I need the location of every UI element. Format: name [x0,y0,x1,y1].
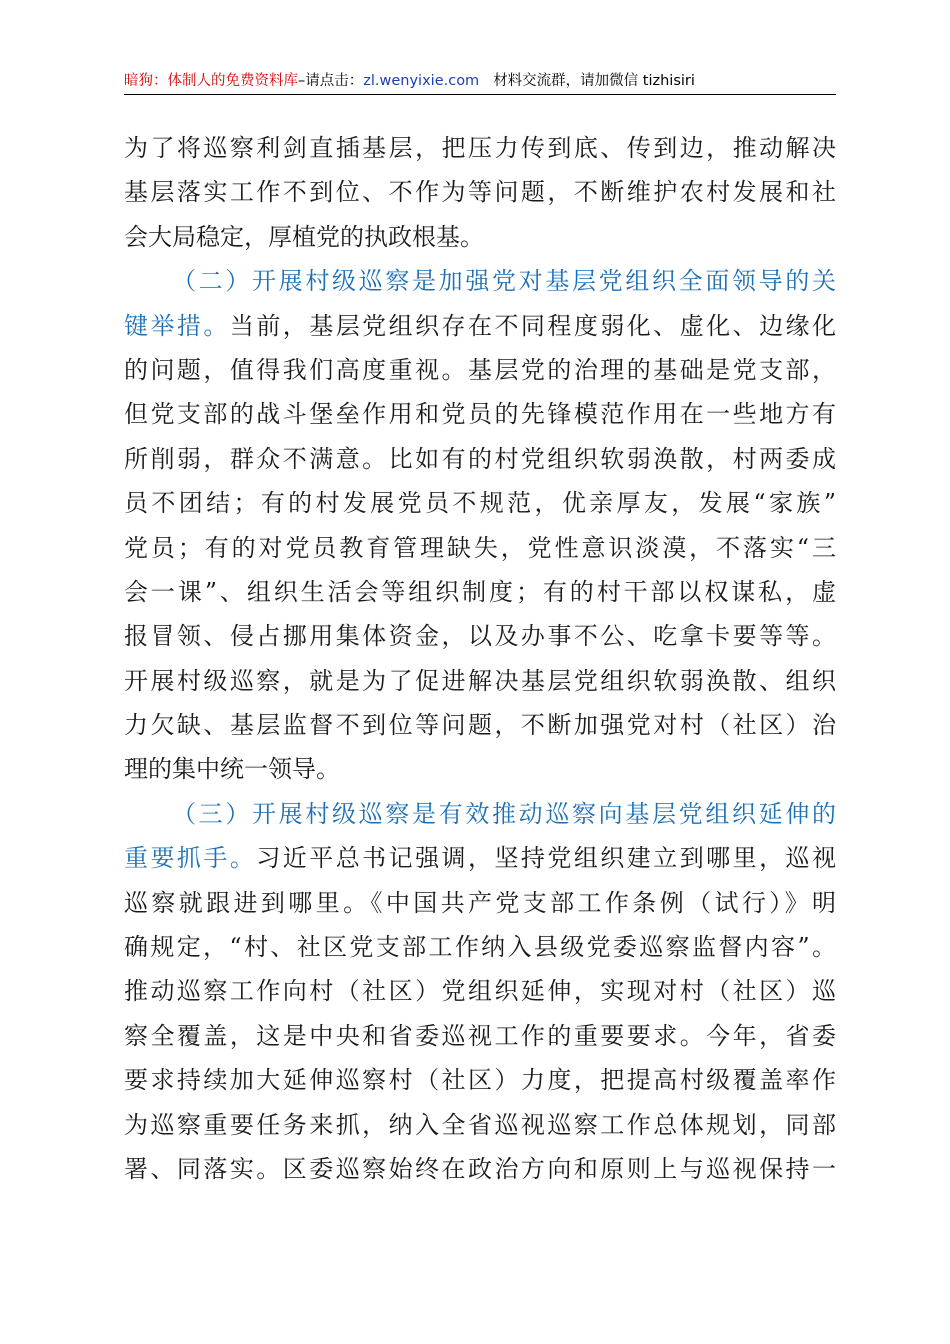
line-text: 推动巡察工作向村（社区）党组织延伸，实现对村（社区）巡 [124,977,836,1006]
text-line [124,1103,836,1147]
section-heading-2 [124,259,836,303]
text-line [124,526,836,570]
header-wechat-note: 材料交流群，请加微信 tizhisiri [493,73,695,89]
page-header [124,70,836,92]
line-text: 确规定，“村、社区党支部工作纳入县级党委巡察监督内容”。 [124,933,836,962]
line-text: 党员；有的对党员教育管理缺失，党性意识淡漠，不落实“三 [124,533,836,562]
line-text: 巡察就跟进到哪里。《中国共产党支部工作条例（试行）》明 [124,888,836,917]
text-line [124,570,836,614]
text-line [124,304,836,348]
line-text: 但党支部的战斗堡垒作用和党员的先锋模范作用在一些地方有 [124,400,836,429]
text-line [124,747,836,791]
line-text: 为了将巡察利剑直插基层，把压力传到底、传到边，推动解决 [124,134,836,162]
line-text: 所削弱，群众不满意。比如有的村党组织软弱涣散，村两委成 [124,444,836,473]
line-text: 会大局稳定，厚植党的执政根基。 [124,222,484,251]
text-line [124,614,836,658]
text-line [124,392,836,436]
text-line [124,437,836,481]
text-line [124,836,836,880]
line-text: 习近平总书记强调，坚持党组织建立到哪里，巡视 [256,844,837,873]
line-text: 基层落实工作不到位、不作为等问题，不断维护农村发展和社 [124,178,836,207]
line-text: 为巡察重要任务来抓，纳入全省巡视巡察工作总体规划，同部 [124,1110,836,1139]
heading-text: （二）开展村级巡察是加强党对基层党组织全面领导的关 [172,267,836,296]
text-line [124,969,836,1013]
line-text: 察全覆盖，这是中央和省委巡视工作的重要要求。今年，省委 [124,1021,836,1050]
line-text: 员不团结；有的村发展党员不规范，优亲厚友，发展“家族” [124,489,836,518]
text-line [124,1058,836,1102]
line-text: 的问题，值得我们高度重视。基层党的治理的基础是党支部， [124,355,836,384]
heading-text: 键举措。 [124,311,230,340]
line-text: 会一课”、组织生活会等组织制度；有的村干部以权谋私，虚 [124,577,836,606]
text-line [124,126,836,170]
line-text: 要求持续加大延伸巡察村（社区）力度，把提高村级覆盖率作 [124,1066,836,1095]
text-line [124,348,836,392]
text-line [124,925,836,969]
line-text: 署、同落实。区委巡察始终在政治方向和原则上与巡视保持一 [124,1154,836,1183]
document-body [124,126,836,1191]
text-line [124,1014,836,1058]
heading-text: （三）开展村级巡察是有效推动巡察向基层党组织延伸的 [172,799,836,828]
text-line [124,703,836,747]
header-click-prompt: –请点击： [298,73,364,89]
header-brand: 暗狗：体制人的免费资料库 [124,73,298,89]
header-link[interactable]: zl.wenyixie.com [363,73,480,89]
line-text: 当前，基层党组织存在不同程度弱化、虚化、边缘化 [229,311,837,340]
line-text: 理的集中统一领导。 [124,755,340,784]
header-divider [124,94,836,95]
line-text: 开展村级巡察，就是为了促进解决基层党组织软弱涣散、组织 [124,666,836,695]
text-line [124,659,836,703]
text-line [124,215,836,259]
line-text: 力欠缺、基层监督不到位等问题，不断加强党对村（社区）治 [124,711,836,740]
heading-text: 重要抓手。 [124,844,257,873]
text-line [124,881,836,925]
text-line [124,170,836,214]
text-line [124,1147,836,1191]
line-text: 报冒领、侵占挪用集体资金，以及办事不公、吃拿卡要等等。 [124,622,836,651]
section-heading-3 [124,792,836,836]
text-line [124,481,836,525]
